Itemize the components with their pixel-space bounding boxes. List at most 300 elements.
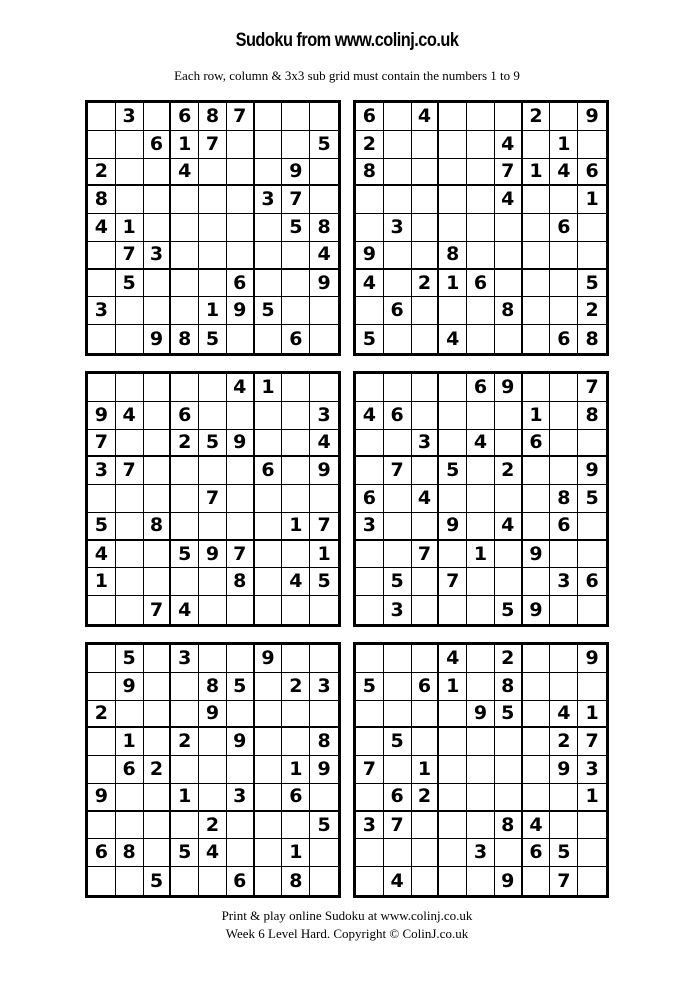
sudoku-cell[interactable]: 1 bbox=[578, 186, 606, 214]
sudoku-cell[interactable]: 4 bbox=[384, 867, 412, 895]
sudoku-cell[interactable]: 3 bbox=[171, 645, 199, 673]
sudoku-cell[interactable] bbox=[255, 701, 283, 729]
sudoku-cell[interactable]: 3 bbox=[467, 839, 495, 867]
sudoku-cell[interactable] bbox=[116, 374, 144, 402]
sudoku-cell[interactable] bbox=[495, 325, 523, 353]
sudoku-cell[interactable] bbox=[412, 839, 440, 867]
sudoku-cell[interactable]: 8 bbox=[310, 728, 338, 756]
sudoku-cell[interactable] bbox=[144, 457, 172, 485]
sudoku-cell[interactable] bbox=[412, 242, 440, 270]
sudoku-cell[interactable]: 6 bbox=[282, 784, 310, 812]
sudoku-cell[interactable]: 6 bbox=[550, 214, 578, 242]
sudoku-cell[interactable]: 1 bbox=[310, 541, 338, 569]
sudoku-cell[interactable] bbox=[282, 242, 310, 270]
sudoku-cell[interactable] bbox=[116, 513, 144, 541]
sudoku-cell[interactable] bbox=[412, 568, 440, 596]
sudoku-cell[interactable] bbox=[116, 325, 144, 353]
sudoku-cell[interactable] bbox=[310, 867, 338, 895]
sudoku-cell[interactable]: 8 bbox=[88, 186, 116, 214]
sudoku-cell[interactable]: 8 bbox=[550, 485, 578, 513]
sudoku-cell[interactable] bbox=[171, 374, 199, 402]
sudoku-cell[interactable]: 7 bbox=[384, 457, 412, 485]
sudoku-cell[interactable] bbox=[310, 596, 338, 624]
sudoku-cell[interactable]: 1 bbox=[282, 839, 310, 867]
sudoku-cell[interactable] bbox=[255, 568, 283, 596]
sudoku-cell[interactable] bbox=[255, 270, 283, 298]
sudoku-cell[interactable] bbox=[255, 812, 283, 840]
sudoku-cell[interactable] bbox=[199, 568, 227, 596]
sudoku-cell[interactable]: 3 bbox=[255, 186, 283, 214]
sudoku-cell[interactable] bbox=[199, 645, 227, 673]
sudoku-cell[interactable] bbox=[578, 867, 606, 895]
sudoku-cell[interactable] bbox=[495, 839, 523, 867]
sudoku-cell[interactable]: 6 bbox=[578, 159, 606, 187]
sudoku-cell[interactable]: 7 bbox=[144, 596, 172, 624]
sudoku-cell[interactable] bbox=[467, 242, 495, 270]
sudoku-cell[interactable] bbox=[310, 374, 338, 402]
sudoku-cell[interactable] bbox=[523, 756, 551, 784]
sudoku-cell[interactable] bbox=[227, 812, 255, 840]
sudoku-cell[interactable] bbox=[255, 214, 283, 242]
sudoku-cell[interactable] bbox=[495, 568, 523, 596]
sudoku-cell[interactable] bbox=[439, 131, 467, 159]
sudoku-cell[interactable]: 4 bbox=[495, 186, 523, 214]
sudoku-cell[interactable] bbox=[578, 131, 606, 159]
sudoku-cell[interactable] bbox=[282, 374, 310, 402]
sudoku-cell[interactable]: 9 bbox=[578, 645, 606, 673]
sudoku-cell[interactable]: 6 bbox=[227, 270, 255, 298]
sudoku-cell[interactable] bbox=[282, 645, 310, 673]
sudoku-cell[interactable] bbox=[412, 596, 440, 624]
sudoku-cell[interactable] bbox=[88, 812, 116, 840]
sudoku-cell[interactable]: 6 bbox=[384, 784, 412, 812]
sudoku-cell[interactable]: 1 bbox=[578, 784, 606, 812]
sudoku-cell[interactable]: 4 bbox=[282, 568, 310, 596]
sudoku-cell[interactable] bbox=[116, 541, 144, 569]
sudoku-cell[interactable] bbox=[282, 131, 310, 159]
sudoku-cell[interactable]: 5 bbox=[227, 673, 255, 701]
sudoku-cell[interactable]: 7 bbox=[88, 430, 116, 458]
sudoku-cell[interactable] bbox=[88, 867, 116, 895]
sudoku-cell[interactable] bbox=[356, 297, 384, 325]
sudoku-cell[interactable]: 9 bbox=[199, 541, 227, 569]
sudoku-cell[interactable]: 3 bbox=[550, 568, 578, 596]
sudoku-cell[interactable] bbox=[495, 485, 523, 513]
sudoku-cell[interactable] bbox=[550, 812, 578, 840]
sudoku-cell[interactable] bbox=[439, 186, 467, 214]
sudoku-cell[interactable] bbox=[439, 159, 467, 187]
sudoku-cell[interactable] bbox=[144, 568, 172, 596]
sudoku-cell[interactable] bbox=[495, 541, 523, 569]
sudoku-cell[interactable]: 6 bbox=[467, 270, 495, 298]
sudoku-cell[interactable] bbox=[255, 242, 283, 270]
sudoku-cell[interactable]: 1 bbox=[578, 701, 606, 729]
sudoku-cell[interactable] bbox=[227, 186, 255, 214]
sudoku-cell[interactable] bbox=[282, 457, 310, 485]
sudoku-cell[interactable]: 7 bbox=[199, 485, 227, 513]
sudoku-cell[interactable]: 2 bbox=[282, 673, 310, 701]
sudoku-cell[interactable]: 1 bbox=[439, 270, 467, 298]
sudoku-cell[interactable] bbox=[144, 297, 172, 325]
sudoku-cell[interactable] bbox=[467, 513, 495, 541]
sudoku-cell[interactable] bbox=[439, 784, 467, 812]
sudoku-cell[interactable]: 2 bbox=[88, 159, 116, 187]
sudoku-cell[interactable]: 9 bbox=[310, 270, 338, 298]
sudoku-cell[interactable] bbox=[199, 402, 227, 430]
sudoku-cell[interactable] bbox=[144, 645, 172, 673]
sudoku-cell[interactable] bbox=[88, 242, 116, 270]
sudoku-cell[interactable] bbox=[467, 867, 495, 895]
sudoku-cell[interactable] bbox=[550, 784, 578, 812]
sudoku-cell[interactable] bbox=[88, 596, 116, 624]
sudoku-cell[interactable]: 7 bbox=[495, 159, 523, 187]
sudoku-cell[interactable] bbox=[255, 103, 283, 131]
sudoku-cell[interactable]: 4 bbox=[356, 402, 384, 430]
sudoku-cell[interactable] bbox=[412, 867, 440, 895]
sudoku-cell[interactable] bbox=[310, 297, 338, 325]
sudoku-cell[interactable]: 2 bbox=[171, 430, 199, 458]
sudoku-cell[interactable] bbox=[523, 701, 551, 729]
sudoku-cell[interactable] bbox=[523, 784, 551, 812]
sudoku-cell[interactable] bbox=[171, 513, 199, 541]
sudoku-cell[interactable] bbox=[467, 159, 495, 187]
sudoku-cell[interactable] bbox=[578, 673, 606, 701]
sudoku-cell[interactable] bbox=[144, 186, 172, 214]
sudoku-cell[interactable] bbox=[199, 867, 227, 895]
sudoku-cell[interactable]: 8 bbox=[310, 214, 338, 242]
sudoku-cell[interactable] bbox=[88, 374, 116, 402]
sudoku-cell[interactable]: 9 bbox=[578, 457, 606, 485]
sudoku-cell[interactable] bbox=[199, 214, 227, 242]
sudoku-cell[interactable]: 9 bbox=[199, 701, 227, 729]
sudoku-cell[interactable] bbox=[467, 596, 495, 624]
sudoku-cell[interactable]: 5 bbox=[550, 839, 578, 867]
sudoku-cell[interactable] bbox=[384, 103, 412, 131]
sudoku-cell[interactable] bbox=[439, 867, 467, 895]
sudoku-cell[interactable] bbox=[495, 103, 523, 131]
sudoku-cell[interactable] bbox=[550, 186, 578, 214]
sudoku-cell[interactable]: 5 bbox=[282, 214, 310, 242]
sudoku-cell[interactable]: 7 bbox=[227, 103, 255, 131]
sudoku-cell[interactable] bbox=[550, 242, 578, 270]
sudoku-cell[interactable] bbox=[356, 839, 384, 867]
sudoku-cell[interactable] bbox=[439, 596, 467, 624]
sudoku-cell[interactable] bbox=[384, 645, 412, 673]
sudoku-cell[interactable] bbox=[144, 103, 172, 131]
sudoku-cell[interactable]: 1 bbox=[199, 297, 227, 325]
sudoku-cell[interactable]: 9 bbox=[116, 673, 144, 701]
sudoku-cell[interactable]: 6 bbox=[227, 867, 255, 895]
sudoku-cell[interactable]: 9 bbox=[495, 867, 523, 895]
sudoku-cell[interactable]: 5 bbox=[578, 270, 606, 298]
sudoku-cell[interactable] bbox=[523, 513, 551, 541]
sudoku-cell[interactable]: 6 bbox=[356, 485, 384, 513]
sudoku-cell[interactable] bbox=[467, 645, 495, 673]
sudoku-cell[interactable] bbox=[467, 784, 495, 812]
sudoku-cell[interactable] bbox=[144, 812, 172, 840]
sudoku-cell[interactable] bbox=[282, 701, 310, 729]
sudoku-cell[interactable]: 9 bbox=[144, 325, 172, 353]
sudoku-cell[interactable] bbox=[171, 756, 199, 784]
sudoku-cell[interactable]: 5 bbox=[116, 645, 144, 673]
sudoku-cell[interactable] bbox=[356, 430, 384, 458]
sudoku-cell[interactable] bbox=[578, 430, 606, 458]
sudoku-cell[interactable]: 8 bbox=[199, 673, 227, 701]
sudoku-cell[interactable] bbox=[116, 867, 144, 895]
sudoku-cell[interactable]: 6 bbox=[171, 103, 199, 131]
sudoku-cell[interactable] bbox=[356, 374, 384, 402]
sudoku-cell[interactable] bbox=[412, 374, 440, 402]
sudoku-cell[interactable] bbox=[227, 839, 255, 867]
sudoku-cell[interactable] bbox=[255, 513, 283, 541]
sudoku-cell[interactable] bbox=[255, 756, 283, 784]
sudoku-cell[interactable] bbox=[412, 297, 440, 325]
sudoku-cell[interactable] bbox=[495, 402, 523, 430]
sudoku-cell[interactable] bbox=[144, 214, 172, 242]
sudoku-cell[interactable] bbox=[439, 103, 467, 131]
sudoku-cell[interactable] bbox=[171, 812, 199, 840]
sudoku-cell[interactable] bbox=[467, 485, 495, 513]
sudoku-cell[interactable] bbox=[144, 839, 172, 867]
sudoku-cell[interactable] bbox=[495, 728, 523, 756]
sudoku-cell[interactable] bbox=[144, 701, 172, 729]
sudoku-cell[interactable]: 6 bbox=[412, 673, 440, 701]
sudoku-cell[interactable]: 2 bbox=[199, 812, 227, 840]
sudoku-cell[interactable] bbox=[310, 103, 338, 131]
sudoku-cell[interactable] bbox=[412, 186, 440, 214]
sudoku-cell[interactable]: 4 bbox=[439, 325, 467, 353]
sudoku-cell[interactable] bbox=[439, 214, 467, 242]
sudoku-cell[interactable]: 1 bbox=[171, 784, 199, 812]
sudoku-cell[interactable] bbox=[550, 297, 578, 325]
sudoku-cell[interactable] bbox=[227, 513, 255, 541]
sudoku-cell[interactable] bbox=[356, 214, 384, 242]
sudoku-cell[interactable]: 3 bbox=[310, 673, 338, 701]
sudoku-cell[interactable]: 6 bbox=[384, 297, 412, 325]
sudoku-cell[interactable] bbox=[384, 325, 412, 353]
sudoku-cell[interactable] bbox=[467, 103, 495, 131]
sudoku-cell[interactable] bbox=[255, 867, 283, 895]
sudoku-cell[interactable] bbox=[412, 645, 440, 673]
sudoku-cell[interactable] bbox=[310, 325, 338, 353]
sudoku-cell[interactable] bbox=[116, 596, 144, 624]
sudoku-cell[interactable] bbox=[356, 701, 384, 729]
sudoku-cell[interactable] bbox=[384, 270, 412, 298]
sudoku-cell[interactable]: 4 bbox=[310, 242, 338, 270]
sudoku-cell[interactable]: 9 bbox=[282, 159, 310, 187]
sudoku-cell[interactable]: 1 bbox=[171, 131, 199, 159]
sudoku-cell[interactable] bbox=[384, 513, 412, 541]
sudoku-cell[interactable]: 5 bbox=[384, 568, 412, 596]
sudoku-cell[interactable]: 4 bbox=[412, 485, 440, 513]
sudoku-cell[interactable] bbox=[199, 374, 227, 402]
sudoku-cell[interactable]: 8 bbox=[495, 812, 523, 840]
sudoku-cell[interactable] bbox=[144, 485, 172, 513]
sudoku-cell[interactable]: 8 bbox=[171, 325, 199, 353]
sudoku-cell[interactable]: 4 bbox=[88, 214, 116, 242]
sudoku-cell[interactable] bbox=[550, 103, 578, 131]
sudoku-cell[interactable] bbox=[550, 673, 578, 701]
sudoku-cell[interactable] bbox=[384, 541, 412, 569]
sudoku-cell[interactable] bbox=[227, 596, 255, 624]
sudoku-cell[interactable] bbox=[199, 728, 227, 756]
sudoku-cell[interactable]: 7 bbox=[439, 568, 467, 596]
sudoku-cell[interactable] bbox=[439, 297, 467, 325]
sudoku-cell[interactable]: 9 bbox=[439, 513, 467, 541]
sudoku-cell[interactable]: 2 bbox=[412, 270, 440, 298]
sudoku-cell[interactable]: 9 bbox=[88, 784, 116, 812]
sudoku-cell[interactable] bbox=[467, 728, 495, 756]
sudoku-cell[interactable] bbox=[310, 701, 338, 729]
sudoku-cell[interactable]: 4 bbox=[495, 513, 523, 541]
sudoku-cell[interactable]: 6 bbox=[550, 513, 578, 541]
sudoku-cell[interactable] bbox=[255, 728, 283, 756]
sudoku-cell[interactable] bbox=[255, 430, 283, 458]
sudoku-cell[interactable]: 8 bbox=[282, 867, 310, 895]
sudoku-cell[interactable] bbox=[310, 784, 338, 812]
sudoku-cell[interactable] bbox=[412, 728, 440, 756]
sudoku-cell[interactable] bbox=[384, 131, 412, 159]
sudoku-cell[interactable]: 9 bbox=[495, 374, 523, 402]
sudoku-cell[interactable]: 1 bbox=[282, 513, 310, 541]
sudoku-cell[interactable]: 5 bbox=[199, 430, 227, 458]
sudoku-cell[interactable] bbox=[171, 270, 199, 298]
sudoku-cell[interactable] bbox=[116, 568, 144, 596]
sudoku-cell[interactable] bbox=[356, 568, 384, 596]
sudoku-cell[interactable] bbox=[255, 784, 283, 812]
sudoku-cell[interactable] bbox=[282, 812, 310, 840]
sudoku-cell[interactable] bbox=[282, 103, 310, 131]
sudoku-cell[interactable]: 4 bbox=[356, 270, 384, 298]
sudoku-cell[interactable] bbox=[384, 485, 412, 513]
sudoku-cell[interactable]: 8 bbox=[585, 327, 599, 350]
sudoku-cell[interactable] bbox=[550, 270, 578, 298]
sudoku-cell[interactable]: 7 bbox=[227, 541, 255, 569]
sudoku-cell[interactable] bbox=[439, 756, 467, 784]
sudoku-cell[interactable]: 7 bbox=[116, 242, 144, 270]
sudoku-cell[interactable] bbox=[412, 402, 440, 430]
sudoku-cell[interactable]: 9 bbox=[88, 402, 116, 430]
sudoku-cell[interactable]: 2 bbox=[495, 645, 523, 673]
sudoku-cell[interactable] bbox=[144, 374, 172, 402]
sudoku-cell[interactable]: 2 bbox=[88, 701, 116, 729]
sudoku-cell[interactable]: 8 bbox=[199, 103, 227, 131]
sudoku-cell[interactable] bbox=[116, 430, 144, 458]
sudoku-cell[interactable] bbox=[467, 214, 495, 242]
sudoku-cell[interactable] bbox=[282, 430, 310, 458]
sudoku-cell[interactable] bbox=[310, 159, 338, 187]
sudoku-cell[interactable] bbox=[199, 159, 227, 187]
sudoku-cell[interactable]: 1 bbox=[282, 756, 310, 784]
sudoku-cell[interactable] bbox=[495, 784, 523, 812]
sudoku-cell[interactable]: 5 bbox=[199, 325, 227, 353]
sudoku-cell[interactable]: 1 bbox=[255, 374, 283, 402]
sudoku-cell[interactable] bbox=[467, 812, 495, 840]
sudoku-cell[interactable] bbox=[88, 756, 116, 784]
sudoku-cell[interactable]: 3 bbox=[310, 402, 338, 430]
sudoku-cell[interactable] bbox=[144, 430, 172, 458]
sudoku-cell[interactable] bbox=[255, 839, 283, 867]
sudoku-cell[interactable] bbox=[171, 867, 199, 895]
sudoku-cell[interactable] bbox=[255, 485, 283, 513]
sudoku-cell[interactable] bbox=[88, 131, 116, 159]
sudoku-cell[interactable] bbox=[116, 701, 144, 729]
sudoku-cell[interactable] bbox=[550, 457, 578, 485]
sudoku-cell[interactable] bbox=[282, 297, 310, 325]
sudoku-cell[interactable] bbox=[384, 430, 412, 458]
sudoku-cell[interactable]: 3 bbox=[88, 297, 116, 325]
sudoku-cell[interactable] bbox=[116, 186, 144, 214]
sudoku-cell[interactable]: 9 bbox=[578, 103, 606, 131]
sudoku-cell[interactable] bbox=[384, 374, 412, 402]
sudoku-cell[interactable] bbox=[227, 131, 255, 159]
sudoku-cell[interactable]: 6 bbox=[282, 325, 310, 353]
sudoku-cell[interactable] bbox=[495, 430, 523, 458]
sudoku-cell[interactable] bbox=[384, 186, 412, 214]
sudoku-cell[interactable] bbox=[578, 839, 606, 867]
sudoku-cell[interactable] bbox=[227, 402, 255, 430]
sudoku-cell[interactable] bbox=[199, 596, 227, 624]
sudoku-cell[interactable]: 9 bbox=[227, 430, 255, 458]
sudoku-cell[interactable]: 7 bbox=[578, 374, 606, 402]
sudoku-cell[interactable] bbox=[310, 186, 338, 214]
sudoku-cell[interactable]: 2 bbox=[171, 728, 199, 756]
sudoku-cell[interactable]: 9 bbox=[467, 701, 495, 729]
sudoku-cell[interactable]: 5 bbox=[171, 541, 199, 569]
sudoku-cell[interactable]: 1 bbox=[116, 214, 144, 242]
sudoku-cell[interactable] bbox=[199, 513, 227, 541]
sudoku-cell[interactable]: 7 bbox=[356, 756, 384, 784]
sudoku-cell[interactable] bbox=[88, 485, 116, 513]
sudoku-cell[interactable]: 8 bbox=[439, 242, 467, 270]
sudoku-cell[interactable] bbox=[550, 645, 578, 673]
sudoku-cell[interactable]: 3 bbox=[578, 756, 606, 784]
sudoku-cell[interactable]: 4 bbox=[227, 374, 255, 402]
sudoku-cell[interactable]: 6 bbox=[467, 374, 495, 402]
sudoku-cell[interactable] bbox=[310, 645, 338, 673]
sudoku-cell[interactable]: 3 bbox=[227, 784, 255, 812]
sudoku-cell[interactable] bbox=[523, 485, 551, 513]
sudoku-cell[interactable] bbox=[282, 485, 310, 513]
sudoku-cell[interactable]: 9 bbox=[227, 728, 255, 756]
sudoku-cell[interactable] bbox=[227, 701, 255, 729]
sudoku-cell[interactable]: 5 bbox=[310, 568, 338, 596]
sudoku-cell[interactable] bbox=[88, 728, 116, 756]
sudoku-cell[interactable]: 5 bbox=[384, 728, 412, 756]
sudoku-cell[interactable] bbox=[412, 159, 440, 187]
sudoku-cell[interactable]: 6 bbox=[255, 457, 283, 485]
sudoku-cell[interactable] bbox=[255, 673, 283, 701]
sudoku-cell[interactable]: 4 bbox=[412, 103, 440, 131]
sudoku-cell[interactable]: 5 bbox=[356, 673, 384, 701]
sudoku-cell[interactable] bbox=[550, 541, 578, 569]
sudoku-cell[interactable] bbox=[523, 457, 551, 485]
sudoku-cell[interactable]: 7 bbox=[384, 812, 412, 840]
sudoku-cell[interactable] bbox=[356, 186, 384, 214]
sudoku-cell[interactable]: 4 bbox=[439, 645, 467, 673]
sudoku-cell[interactable] bbox=[356, 541, 384, 569]
sudoku-cell[interactable]: 4 bbox=[88, 541, 116, 569]
sudoku-cell[interactable]: 8 bbox=[578, 402, 606, 430]
sudoku-cell[interactable] bbox=[384, 242, 412, 270]
sudoku-cell[interactable]: 5 bbox=[439, 457, 467, 485]
sudoku-cell[interactable] bbox=[439, 839, 467, 867]
sudoku-cell[interactable] bbox=[412, 812, 440, 840]
sudoku-cell[interactable] bbox=[199, 784, 227, 812]
sudoku-cell[interactable] bbox=[255, 325, 283, 353]
sudoku-cell[interactable]: 9 bbox=[310, 756, 338, 784]
sudoku-cell[interactable] bbox=[255, 541, 283, 569]
